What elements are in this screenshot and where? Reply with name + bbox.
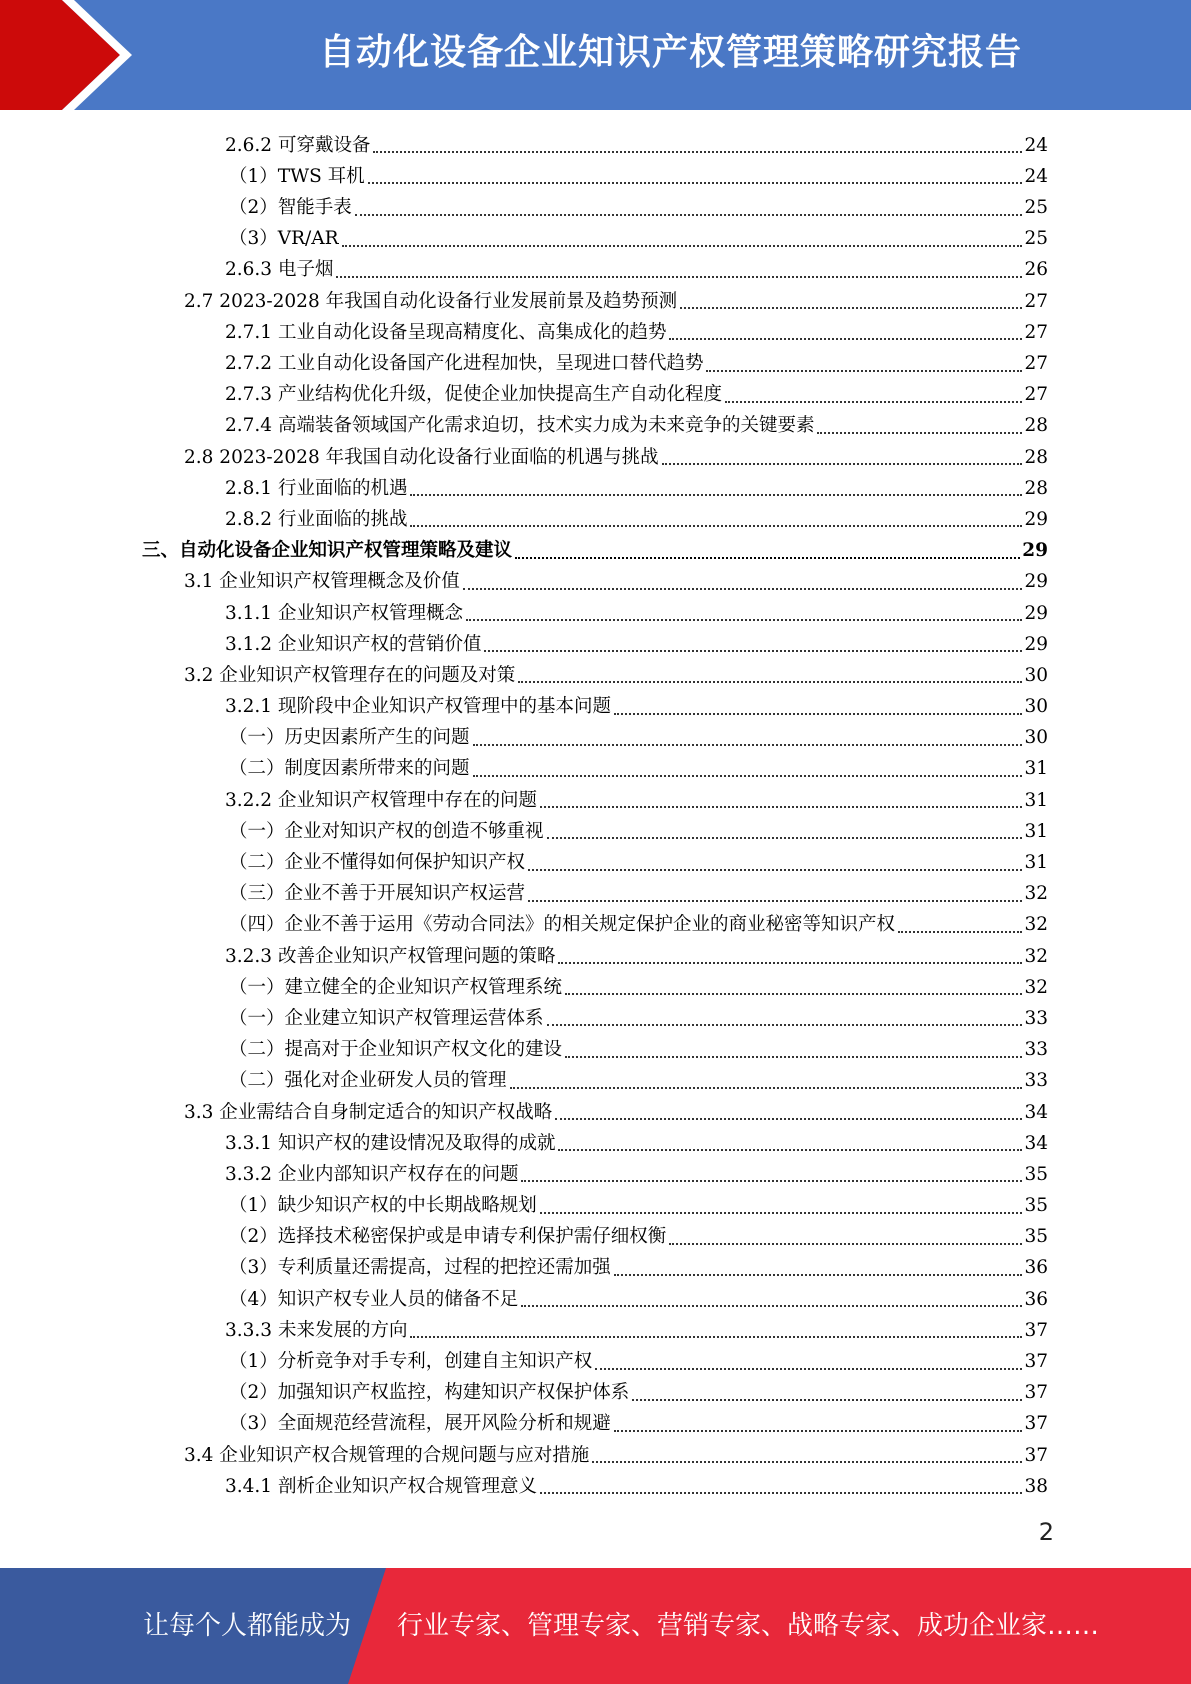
toc-entry-page: 24	[1024, 134, 1048, 156]
toc-entry-label: 2.7.2 工业自动化设备国产化进程加快，呈现进口替代趋势	[225, 353, 704, 374]
toc-entry[interactable]	[0, 284, 1048, 315]
toc-entry-label: 2.8.2 行业面临的挑战	[225, 508, 408, 530]
toc-entry-page: 33	[1024, 1039, 1048, 1061]
toc-dot-leader	[898, 930, 1022, 933]
footer-slogan-right: 行业专家、管理专家、营销专家、战略专家、成功企业家……	[397, 1611, 1100, 1641]
toc-entry-label: 2.7 2023-2028 年我国自动化设备行业发展前景及趋势预测	[184, 290, 678, 312]
toc-entry-label: 3.1 企业知识产权管理概念及价值	[184, 571, 460, 593]
toc-dot-leader	[410, 493, 1022, 496]
toc-entry-label: 3.3.3 未来发展的方向	[225, 1319, 408, 1341]
toc-entry[interactable]	[0, 565, 1048, 596]
toc-entry-label: （3）VR/AR	[229, 228, 339, 250]
toc-entry-label: 2.6.2 可穿戴设备	[225, 134, 371, 156]
toc-entry-page: 28	[1024, 415, 1048, 437]
toc-entry[interactable]	[0, 471, 1048, 502]
toc-dot-leader	[518, 680, 1022, 683]
toc-dot-leader	[521, 1304, 1022, 1307]
toc-entry-label: 3.3.1 知识产权的建设情况及取得的成就	[225, 1132, 556, 1154]
toc-entry[interactable]	[0, 1126, 1048, 1157]
toc-entry[interactable]	[0, 908, 1048, 939]
toc-dot-leader	[614, 1429, 1023, 1432]
toc-dot-leader	[725, 400, 1022, 403]
toc-entry-label: 三、自动化设备企业知识产权管理策略及建议	[142, 540, 513, 562]
toc-entry-page: 26	[1024, 259, 1048, 281]
toc-entry-page: 28	[1024, 446, 1048, 468]
page-footer	[0, 1568, 1191, 1684]
toc-dot-leader	[410, 524, 1022, 527]
toc-entry-page: 35	[1024, 1226, 1048, 1248]
toc-entry-page: 29	[1024, 633, 1048, 655]
toc-entry-page: 30	[1024, 696, 1048, 718]
toc-entry[interactable]	[0, 1469, 1048, 1500]
toc-entry-page: 37	[1024, 1351, 1048, 1372]
toc-entry-page: 31	[1024, 758, 1048, 780]
toc-entry-page: 35	[1024, 1163, 1048, 1185]
toc-entry[interactable]	[0, 1282, 1048, 1313]
toc-entry-page: 32	[1024, 945, 1048, 967]
toc-entry-label: 2.6.3 电子烟	[225, 259, 334, 281]
toc-entry-page: 32	[1024, 883, 1048, 905]
toc-entry[interactable]	[0, 689, 1048, 720]
toc-dot-leader	[521, 1179, 1022, 1182]
toc-entry-page: 30	[1024, 727, 1048, 749]
toc-dot-leader	[592, 1460, 1022, 1463]
footer-slogan-left: 让每个人都能成为	[143, 1611, 352, 1641]
toc-dot-leader	[410, 1335, 1022, 1338]
toc-entry[interactable]	[0, 1407, 1048, 1438]
toc-entry[interactable]	[0, 814, 1048, 845]
toc-entry-label: （2）智能手表	[229, 197, 352, 219]
toc-entry-label: 3.4 企业知识产权合规管理的合规问题与应对措施	[184, 1444, 590, 1466]
toc-dot-leader	[540, 1211, 1023, 1214]
toc-entry-label: 2.7.4 高端装备领域国产化需求迫切，技术实力成为未来竞争的关键要素	[225, 415, 815, 437]
toc-dot-leader	[484, 649, 1022, 652]
toc-entry-label: （一）历史因素所产生的问题	[229, 727, 470, 749]
toc-entry[interactable]	[0, 1157, 1048, 1188]
toc-entry-label: （二）企业不懂得如何保护知识产权	[229, 852, 526, 873]
toc-dot-leader	[515, 556, 1020, 559]
toc-entry-page: 37	[1024, 1413, 1048, 1435]
toc-entry-page: 27	[1024, 384, 1048, 406]
toc-entry[interactable]	[0, 1376, 1048, 1407]
toc-dot-leader	[669, 337, 1022, 340]
toc-entry-label: （一）企业建立知识产权管理运营体系	[229, 1007, 544, 1029]
toc-entry-label: 3.2.1 现阶段中企业知识产权管理中的基本问题	[225, 696, 611, 718]
page-header	[0, 0, 1191, 110]
toc-entry-page: 35	[1024, 1195, 1048, 1217]
toc-dot-leader	[473, 743, 1023, 746]
toc-dot-leader	[632, 1398, 1022, 1401]
toc-entry-label: 3.2.3 改善企业知识产权管理问题的策略	[225, 945, 556, 967]
toc-dot-leader	[463, 587, 1023, 590]
toc-entry[interactable]	[0, 627, 1048, 658]
toc-entry-page: 31	[1024, 789, 1048, 811]
toc-dot-leader	[510, 1086, 1023, 1089]
toc-entry[interactable]	[0, 1220, 1048, 1251]
toc-entry-label: （二）强化对企业研发人员的管理	[229, 1070, 507, 1092]
toc-entry-page: 24	[1024, 165, 1048, 187]
toc-entry[interactable]	[0, 533, 1048, 564]
toc-entry-page: 31	[1024, 820, 1048, 842]
toc-entry[interactable]	[0, 596, 1048, 627]
toc-dot-leader	[558, 1148, 1022, 1151]
toc-entry-page: 29	[1024, 602, 1048, 624]
toc-dot-leader	[669, 1242, 1022, 1245]
table-of-contents	[0, 128, 1191, 1500]
toc-entry-page: 25	[1024, 228, 1048, 250]
toc-entry-page: 36	[1024, 1288, 1048, 1310]
toc-entry[interactable]	[0, 1313, 1048, 1344]
toc-entry-label: 3.1.2 企业知识产权的营销价值	[225, 633, 482, 655]
toc-entry-label: 2.7.1 工业自动化设备呈现高精度化、高集成化的趋势	[225, 321, 667, 343]
toc-dot-leader	[336, 275, 1022, 278]
toc-entry-label: 3.3 企业需结合自身制定适合的知识产权战略	[184, 1101, 553, 1123]
toc-entry-label: （三）企业不善于开展知识产权运营	[229, 883, 526, 905]
toc-entry-page: 33	[1024, 1070, 1048, 1092]
toc-dot-leader	[614, 1273, 1023, 1276]
toc-dot-leader	[528, 899, 1022, 902]
toc-entry-page: 38	[1024, 1475, 1048, 1497]
toc-entry-page: 28	[1024, 477, 1048, 499]
toc-dot-leader	[565, 992, 1022, 995]
toc-dot-leader	[540, 1491, 1022, 1494]
toc-entry[interactable]	[0, 1064, 1048, 1095]
toc-dot-leader	[466, 618, 1022, 621]
toc-entry[interactable]	[0, 409, 1048, 440]
toc-entry-page: 34	[1024, 1132, 1048, 1154]
toc-dot-leader	[473, 774, 1023, 777]
toc-dot-leader	[368, 181, 1023, 184]
toc-entry-page: 37	[1024, 1319, 1048, 1341]
toc-entry[interactable]	[0, 128, 1048, 159]
toc-entry-label: （二）制度因素所带来的问题	[229, 758, 470, 780]
toc-entry[interactable]	[0, 658, 1048, 689]
toc-entry[interactable]	[0, 783, 1048, 814]
toc-entry-label: （一）企业对知识产权的创造不够重视	[229, 820, 544, 842]
toc-entry[interactable]	[0, 1251, 1048, 1282]
toc-entry[interactable]	[0, 253, 1048, 284]
toc-entry-label: （二）提高对于企业知识产权文化的建设	[229, 1039, 563, 1061]
toc-entry-page: 37	[1024, 1382, 1048, 1404]
toc-entry-label: 2.8 2023-2028 年我国自动化设备行业面临的机遇与挑战	[184, 446, 659, 468]
toc-entry[interactable]	[0, 1344, 1048, 1375]
toc-entry[interactable]	[0, 378, 1048, 409]
toc-entry-page: 29	[1024, 508, 1048, 530]
toc-dot-leader	[662, 462, 1023, 465]
toc-entry-page: 27	[1024, 321, 1048, 343]
toc-entry-label: （四）企业不善于运用《劳动合同法》的相关规定保护企业的商业秘密等知识产权	[229, 914, 896, 936]
toc-entry[interactable]	[0, 1438, 1048, 1469]
toc-entry-page: 32	[1024, 976, 1048, 998]
toc-dot-leader	[680, 306, 1022, 309]
toc-entry-label: 2.8.1 行业面临的机遇	[225, 477, 408, 499]
toc-entry-label: （1）TWS 耳机	[229, 165, 365, 187]
toc-entry-label: 3.2 企业知识产权管理存在的问题及对策	[184, 664, 516, 686]
toc-entry-label: 3.1.1 企业知识产权管理概念	[225, 602, 463, 624]
toc-entry-page: 29	[1024, 571, 1048, 593]
toc-entry-label: 2.7.3 产业结构优化升级，促使企业加快提高生产自动化程度	[225, 384, 722, 406]
toc-dot-leader	[528, 868, 1022, 871]
toc-entry[interactable]	[0, 1001, 1048, 1032]
toc-entry[interactable]	[0, 1095, 1048, 1126]
toc-entry-label: （2）选择技术秘密保护或是申请专利保护需仔细权衡	[229, 1226, 667, 1248]
toc-dot-leader	[555, 1117, 1022, 1120]
toc-entry-page: 31	[1024, 852, 1048, 873]
toc-dot-leader	[565, 1055, 1022, 1058]
toc-entry-page: 27	[1024, 353, 1048, 374]
toc-entry[interactable]	[0, 1188, 1048, 1219]
toc-dot-leader	[706, 369, 1022, 372]
toc-entry-label: 3.4.1 剖析企业知识产权合规管理意义	[225, 1475, 537, 1497]
toc-entry-page: 32	[1024, 914, 1048, 936]
toc-entry-label: （4）知识产权专业人员的储备不足	[229, 1288, 519, 1310]
toc-entry-label: 3.2.2 企业知识产权管理中存在的问题	[225, 789, 537, 811]
toc-dot-leader	[547, 836, 1023, 839]
toc-entry-page: 25	[1024, 197, 1048, 219]
toc-entry-page: 29	[1022, 540, 1048, 562]
toc-entry-label: （3）全面规范经营流程，展开风险分析和规避	[229, 1413, 611, 1435]
toc-entry-label: （一）建立健全的企业知识产权管理系统	[229, 976, 563, 998]
toc-entry[interactable]	[0, 315, 1048, 346]
toc-entry-label: （3）专利质量还需提高，过程的把控还需加强	[229, 1257, 611, 1279]
toc-entry-page: 34	[1024, 1101, 1048, 1123]
toc-entry[interactable]	[0, 877, 1048, 908]
report-title: 自动化设备企业知识产权管理策略研究报告	[318, 32, 1022, 73]
toc-entry-page: 37	[1024, 1444, 1048, 1466]
toc-entry[interactable]	[0, 190, 1048, 221]
toc-entry-label: （1）缺少知识产权的中长期战略规划	[229, 1195, 537, 1217]
toc-entry[interactable]	[0, 939, 1048, 970]
toc-entry[interactable]	[0, 346, 1048, 377]
toc-dot-leader	[595, 1367, 1022, 1370]
toc-entry[interactable]	[0, 752, 1048, 783]
toc-dot-leader	[540, 805, 1022, 808]
toc-entry-page: 33	[1024, 1007, 1048, 1029]
toc-entry[interactable]	[0, 1032, 1048, 1063]
toc-entry[interactable]	[0, 222, 1048, 253]
toc-entry-page: 27	[1024, 290, 1048, 312]
toc-entry[interactable]	[0, 502, 1048, 533]
toc-entry[interactable]	[0, 440, 1048, 471]
toc-dot-leader	[342, 244, 1023, 247]
toc-dot-leader	[547, 1023, 1023, 1026]
toc-entry[interactable]	[0, 845, 1048, 876]
toc-dot-leader	[614, 712, 1022, 715]
toc-entry[interactable]	[0, 721, 1048, 752]
toc-entry-label: （2）加强知识产权监控，构建知识产权保护体系	[229, 1382, 630, 1404]
toc-entry[interactable]	[0, 159, 1048, 190]
toc-dot-leader	[373, 150, 1022, 153]
page-number: 2	[1038, 1518, 1054, 1546]
toc-entry-page: 30	[1024, 664, 1048, 686]
toc-dot-leader	[355, 213, 1023, 216]
toc-entry[interactable]	[0, 970, 1048, 1001]
toc-dot-leader	[558, 961, 1022, 964]
toc-entry-label: （1）分析竞争对手专利，创建自主知识产权	[229, 1351, 593, 1372]
toc-entry-label: 3.3.2 企业内部知识产权存在的问题	[225, 1163, 519, 1185]
toc-entry-page: 36	[1024, 1257, 1048, 1279]
toc-dot-leader	[817, 431, 1022, 434]
